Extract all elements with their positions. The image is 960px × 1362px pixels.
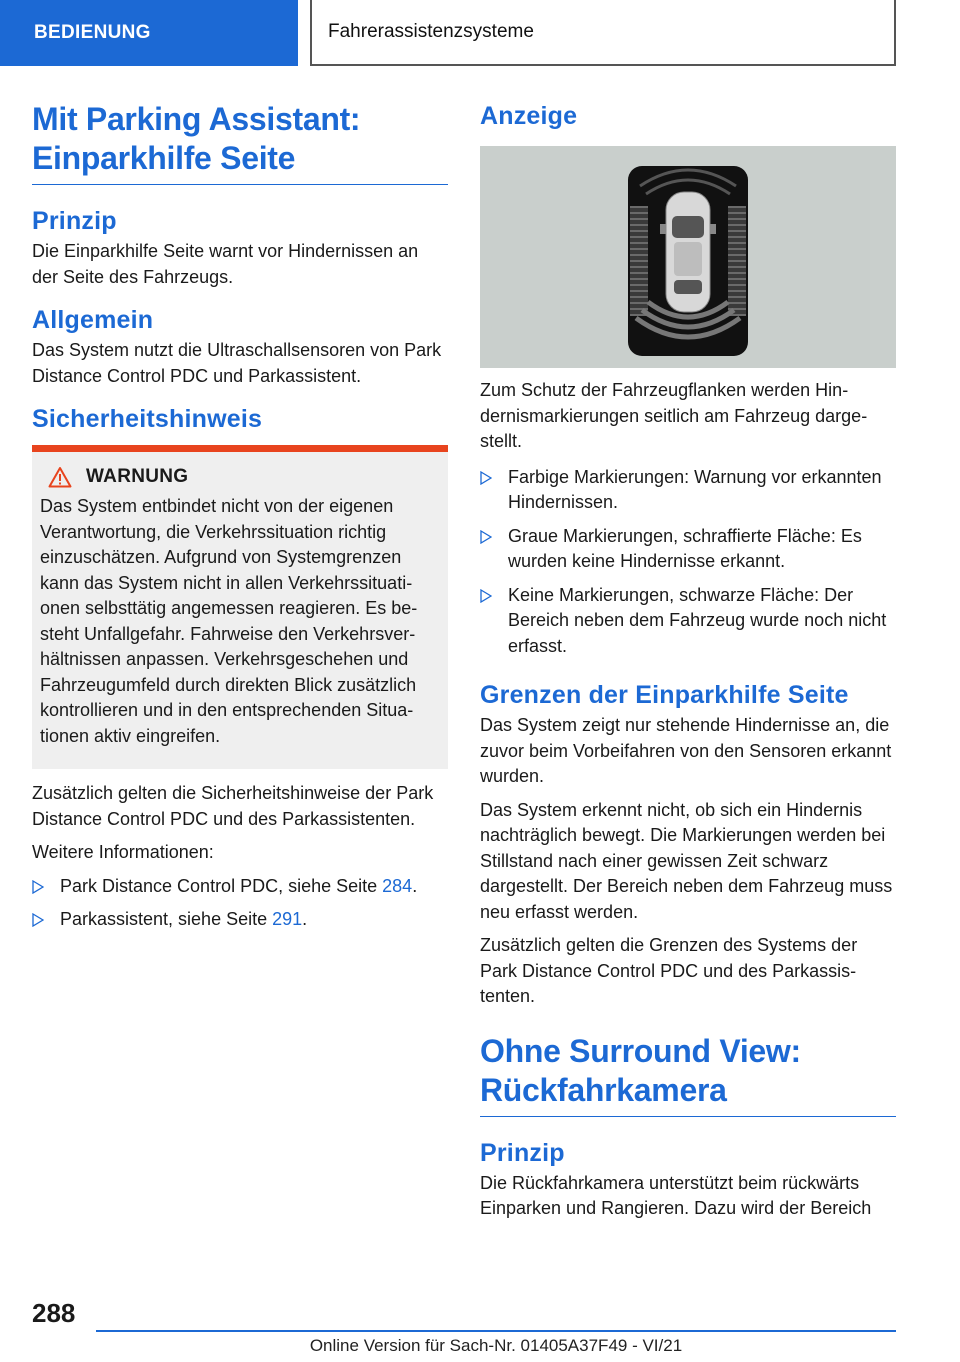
marker-text: Graue Markierungen, schraffierte Fläche: Es wurden keine Hindernisse erkannt.: [508, 525, 862, 571]
footer-divider: [96, 1330, 896, 1332]
prinzip-text: Die Einparkhilfe Seite warnt vor Hindernissen an der Seite des Fahrzeugs.: [32, 241, 419, 287]
page-link-284[interactable]: 284: [382, 875, 413, 896]
reference-end: .: [412, 875, 418, 896]
list-item: [480, 583, 896, 660]
reference-text: Parkassistent, siehe Seite: [60, 909, 273, 929]
reference-end: .: [302, 909, 308, 929]
prinzip-heading: Prinzip: [32, 207, 117, 235]
reference-text: Park Distance Control PDC, siehe Seite: [60, 875, 383, 896]
chapter-tab: Fahrerassistenzsysteme: [310, 0, 896, 66]
warning-triangle-icon: [48, 466, 72, 488]
triangle-bullet-icon: [480, 471, 492, 485]
list-item: [32, 907, 448, 933]
marker-list: [480, 465, 896, 660]
grenzen-text-3: Zusätzlich gelten die Grenzen des Systems der Park Distance Control PDC und des Parkassistenten.: [480, 935, 858, 1006]
list-item: [32, 874, 448, 900]
warning-title: WARNUNG: [86, 466, 189, 487]
section-title: [32, 100, 448, 185]
section-title-line2: Einparkhilfe Seite: [32, 140, 296, 176]
page-header: [0, 0, 960, 66]
reference-list: [32, 874, 448, 933]
right-column: [480, 100, 896, 1230]
warning-header: [40, 466, 440, 488]
warning-bar: [32, 445, 448, 452]
marker-text: Keine Markierungen, schwarze Fläche: Der Bereich neben dem Fahrzeug wurde noch nicht erfasst.: [508, 584, 887, 656]
list-item: [480, 524, 896, 575]
prinzip2-heading: Prinzip: [480, 1138, 565, 1167]
weitere-text: Weitere Informationen:: [32, 842, 214, 862]
section-title-2-line2: Rückfahrkamera: [480, 1071, 727, 1108]
grenzen-heading: Grenzen der Einparkhilfe Seite: [480, 681, 849, 709]
page-link-291[interactable]: 291: [272, 909, 303, 929]
triangle-bullet-icon: [32, 880, 44, 894]
anzeige-text: Zum Schutz der Fahrzeugflanken werden Hindernismarkierungen seitlich am Fahrzeug dargestellt.: [480, 380, 868, 451]
marker-text: Farbige Markierungen: Warnung vor erkannten Hindernissen.: [508, 466, 882, 512]
warning-box: [32, 452, 448, 769]
section-title-line1: Mit Parking Assistant:: [32, 101, 361, 137]
triangle-bullet-icon: [480, 530, 492, 544]
section-tab: BEDIENUNG: [0, 0, 298, 66]
grenzen-text-2: Das System erkennt nicht, ob sich ein Hindernis nachträglich bewegt. Die Markierungen werden bei Stillstand nach einer gewissen Zeit schwarz dargestellt. Der Bereich neben dem Fahrzeug muss neu erfasst werden.: [480, 799, 893, 922]
footer-online-version: Online Version für Sach-Nr. 01405A37F49 - VI/21: [309, 1336, 683, 1355]
section-title-2: [480, 1032, 896, 1117]
grenzen-text-1: Das System zeigt nur stehende Hindernisse an, die zuvor beim Vorbeifahren von den Sensoren erkannt wurden.: [480, 715, 892, 786]
allgemein-text: Das System nutzt die Ultraschallsensoren von Park Distance Control PDC und Parkassistent.: [32, 340, 442, 386]
triangle-bullet-icon: [480, 589, 492, 603]
triangle-bullet-icon: [32, 913, 44, 927]
left-column: [32, 100, 448, 943]
anzeige-heading: Anzeige: [480, 102, 578, 130]
allgemein-heading: Allgemein: [32, 306, 154, 334]
parking-display-image: [480, 146, 896, 368]
warning-text: Das System entbindet nicht von der eigenen Verantwortung, die Verkehrssituation richtig einzuschätzen. Aufgrund von Systemgrenzen kann das System nicht in allen Verkehrssituationen selbsttätig angemessen reagieren. Es besteht Unfallgefahr. Fahrweise den Verkehrsverhältnissen anpassen. Verkehrsgeschehen und Fahrzeugumfeld durch direkten Blick zusätzlich kontrollieren und in den entsprechenden Situationen aktiv eingreifen.: [40, 496, 418, 746]
zusatz-text: Zusätzlich gelten die Sicherheitshinweise der Park Distance Control PDC und des Parkassistenten.: [32, 783, 434, 829]
sicherheit-heading: Sicherheitshinweis: [32, 405, 263, 433]
page-number: 288: [32, 1298, 76, 1328]
section-title-2-line1: Ohne Surround View:: [480, 1032, 801, 1069]
list-item: [480, 465, 896, 516]
prinzip2-text: Die Rückfahrkamera unterstützt beim rückwärts Einparken und Rangieren. Dazu wird der Bereich: [480, 1172, 872, 1218]
parking-display-figure: [480, 146, 896, 368]
